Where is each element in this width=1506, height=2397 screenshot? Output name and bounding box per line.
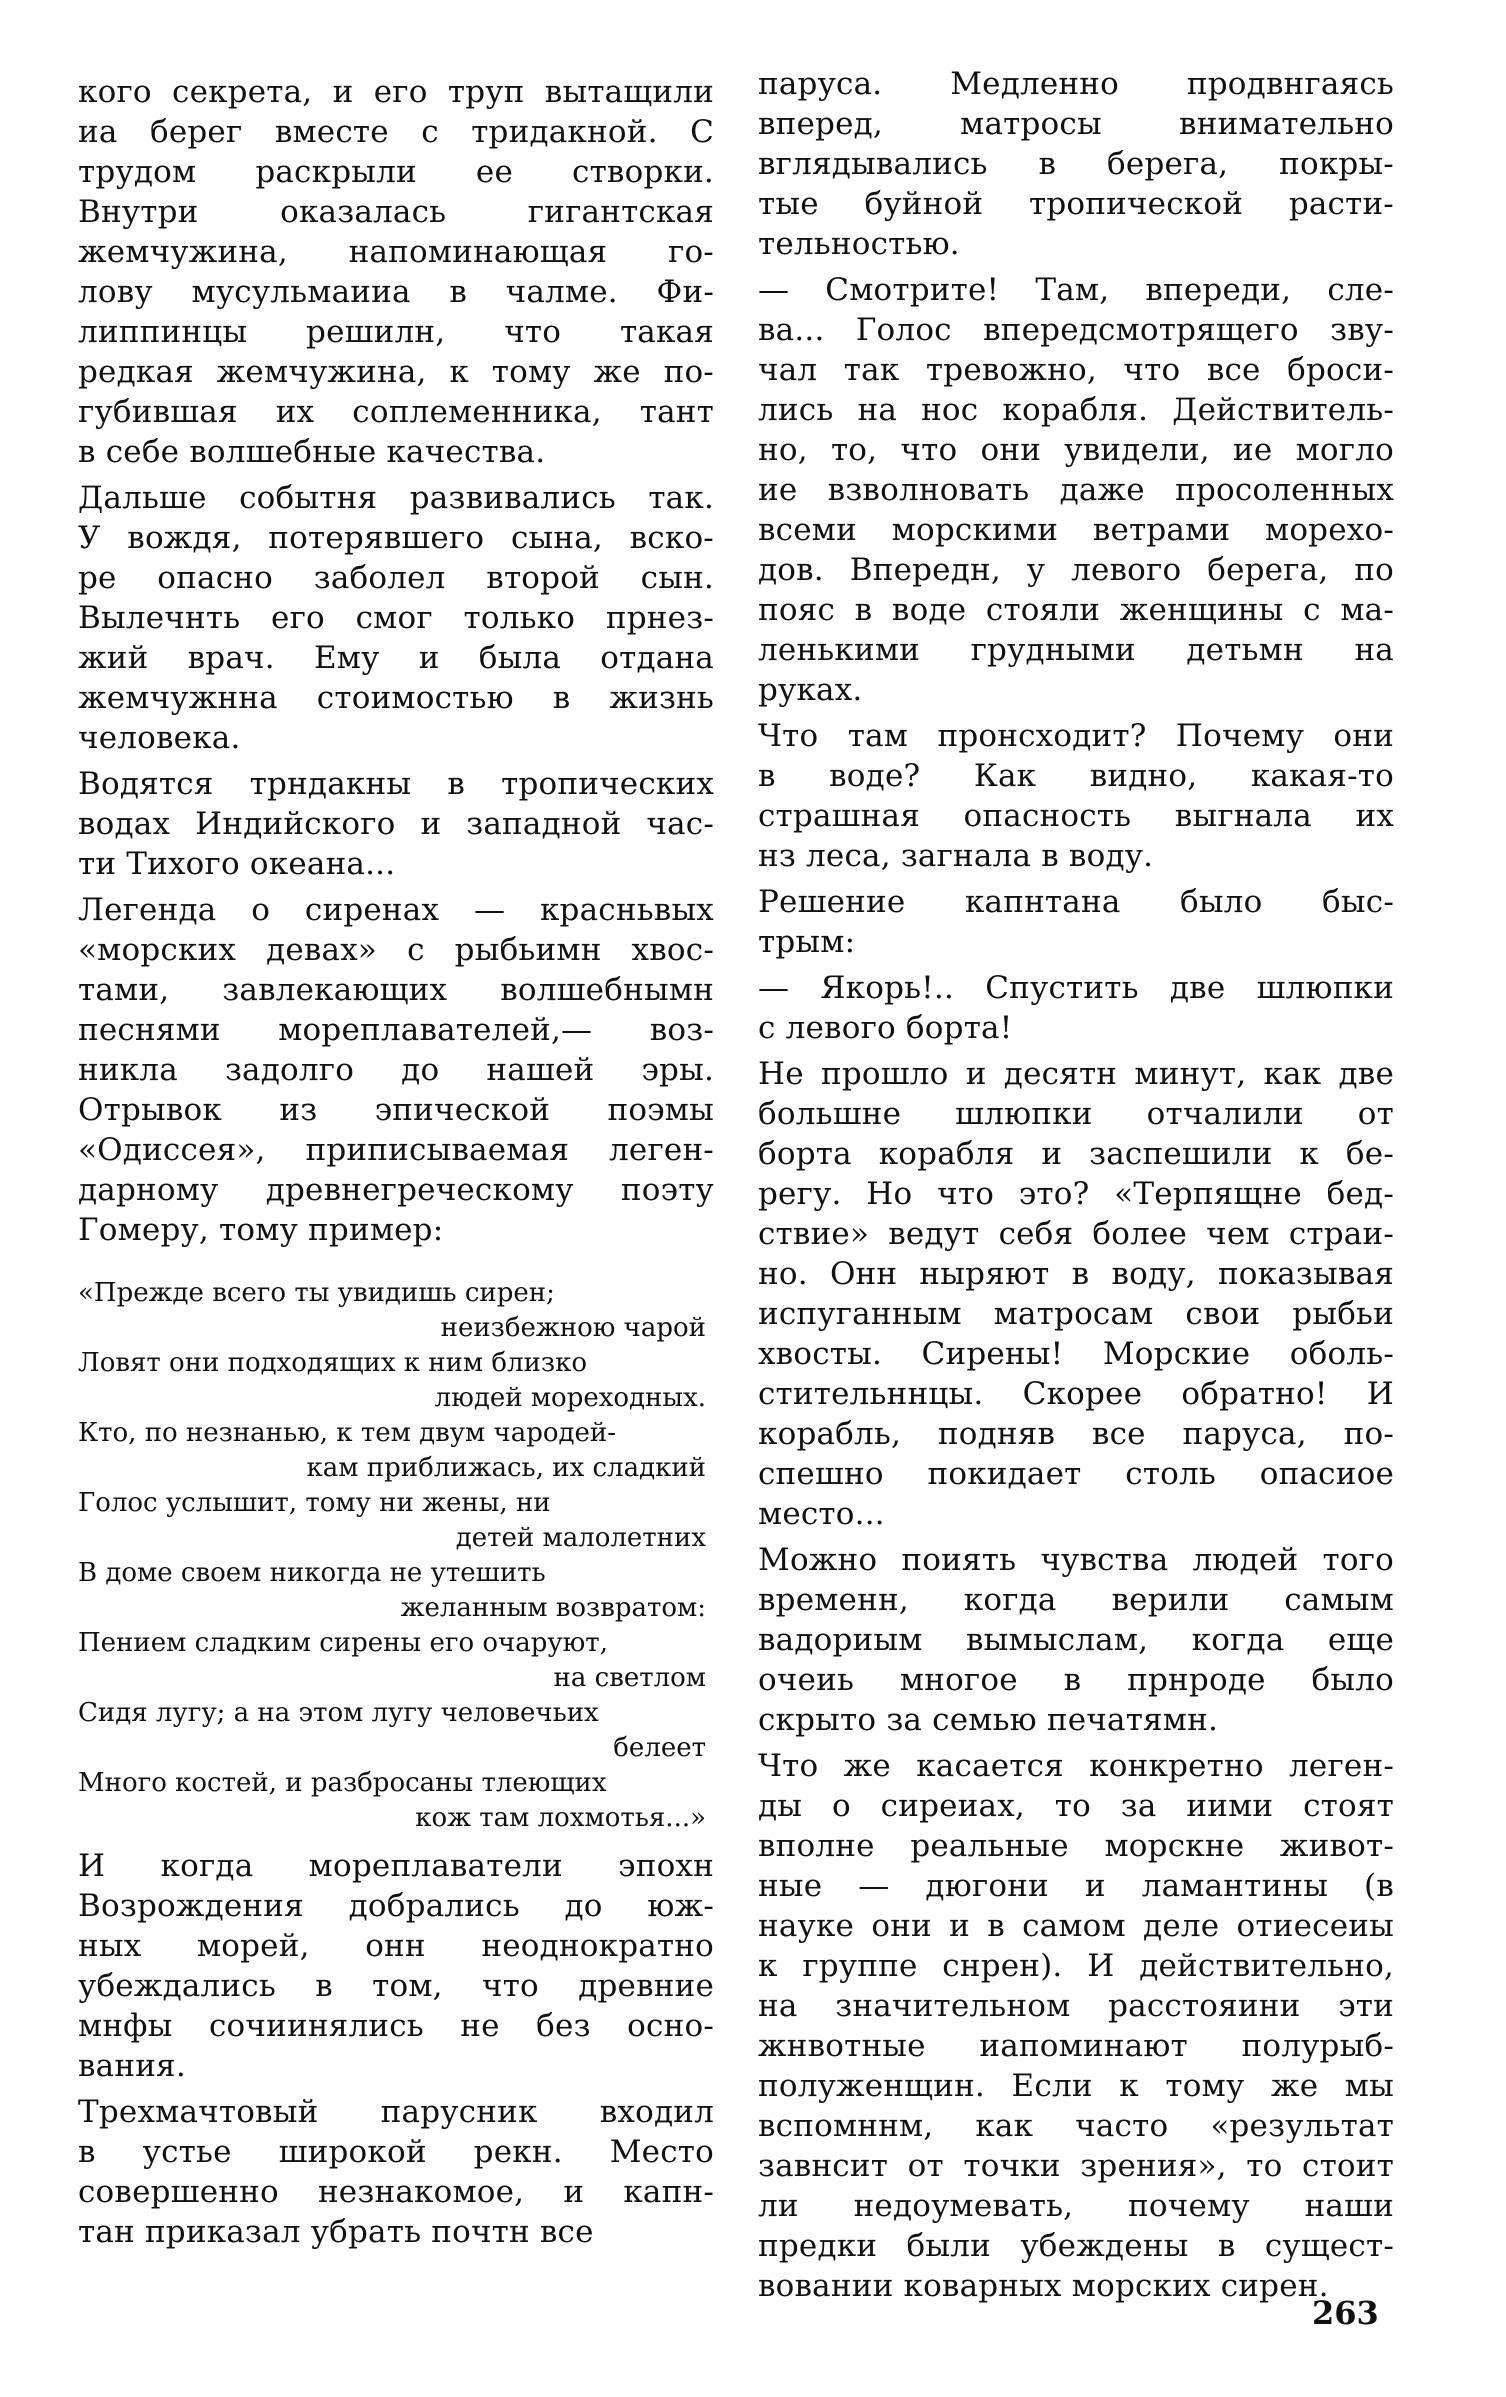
text-line: никла задолго до нашей эры. bbox=[78, 1052, 714, 1088]
text-line: вполне реальные морскне живот- bbox=[758, 1828, 1394, 1864]
text-line: Решение капнтана было быс- bbox=[758, 884, 1394, 920]
text-line: руках. bbox=[758, 672, 863, 708]
text-line: страшная опасность выгнала их bbox=[758, 798, 1394, 834]
text-line: тельностью. bbox=[758, 226, 960, 262]
text-line: убеждались в том, что древние bbox=[78, 1968, 714, 2004]
text-line: — Якорь!.. Спустить две шлюпки bbox=[758, 970, 1394, 1006]
text-line: иа берег вместе с тридакной. С bbox=[78, 114, 714, 150]
verse-line: детей малолетних bbox=[455, 1523, 706, 1553]
text-line: ных морей, онн неоднократно bbox=[78, 1928, 714, 1964]
text-line: полуженщин. Если к тому же мы bbox=[758, 2068, 1394, 2104]
text-line: Можно поиять чувства людей того bbox=[758, 1542, 1394, 1578]
text-line: в устье широкой рекн. Место bbox=[78, 2134, 714, 2170]
verse-line: В доме своем никогда не утешить bbox=[78, 1558, 546, 1588]
verse-line: Кто, по незнанью, к тем двум чародей- bbox=[78, 1418, 617, 1448]
text-line: предки были убеждены в сущест- bbox=[758, 2228, 1394, 2264]
text-line: вадориым вымыслам, когда еще bbox=[758, 1622, 1394, 1658]
text-line: жнвотные иапоминают полурыб- bbox=[758, 2028, 1394, 2064]
text-line: ствие» ведут себя более чем страи- bbox=[758, 1216, 1394, 1252]
text-line: в воде? Как видно, какая-то bbox=[758, 758, 1394, 794]
verse-line: Голос услышит, тому ни жены, ни bbox=[78, 1488, 551, 1518]
text-line: вспомннм, как часто «результат bbox=[758, 2108, 1394, 2144]
text-line: человека. bbox=[78, 720, 241, 756]
text-line: Возрождения добрались до юж- bbox=[78, 1888, 714, 1924]
text-line: ды о сиреиах, то за иими стоят bbox=[758, 1788, 1394, 1824]
text-line: большне шлюпки отчалили от bbox=[758, 1096, 1394, 1132]
text-line: лову мусульмаииа в чалме. Фи- bbox=[78, 274, 714, 310]
text-line: лись на нос корабля. Действитель- bbox=[758, 392, 1394, 428]
text-line: мнфы сочиинялись не без осно- bbox=[78, 2008, 714, 2044]
verse-line: кож там лохмотья...» bbox=[415, 1803, 706, 1833]
text-line: водах Индийского и западной час- bbox=[78, 806, 714, 842]
text-line: У вождя, потерявшего сына, вско- bbox=[78, 520, 714, 556]
text-line: временн, когда верили самым bbox=[758, 1582, 1394, 1618]
text-line: стительннцы. Скорее обратно! И bbox=[758, 1376, 1394, 1412]
text-line: Внутри оказалась гигантская bbox=[78, 194, 714, 230]
text-line: совершенно незнакомое, и капн- bbox=[78, 2174, 714, 2210]
verse-line: «Прежде всего ты увидишь сирен; bbox=[78, 1278, 555, 1308]
left-column-text bbox=[78, 72, 714, 1250]
text-line: чал так тревожно, что все броси- bbox=[758, 352, 1394, 388]
text-line: «морских девах» с рыбьимн хвос- bbox=[78, 932, 714, 968]
text-line: всеми морскими ветрами морехо- bbox=[758, 512, 1394, 548]
text-line: с левого борта! bbox=[758, 1010, 1013, 1046]
text-line: трудом раскрыли ее створки. bbox=[78, 154, 714, 190]
text-line: «Одиссея», приписываемая леген- bbox=[78, 1132, 714, 1168]
text-line: Гомеру, тому пример: bbox=[78, 1212, 444, 1248]
text-line: вовании коварных морских сирен. bbox=[758, 2268, 1329, 2304]
text-line: вания. bbox=[78, 2048, 186, 2084]
text-line: но, то, что они увидели, ие могло bbox=[758, 432, 1394, 468]
text-line: очеиь многое в прнроде было bbox=[758, 1662, 1394, 1698]
text-line: испуганным матросам свои рыбьи bbox=[758, 1296, 1394, 1332]
text-line: Отрывок из эпической поэмы bbox=[78, 1092, 714, 1128]
text-line: трым: bbox=[758, 924, 856, 960]
text-line: липпинцы решилн, что такая bbox=[78, 314, 714, 350]
text-line: на значительном расстояини эти bbox=[758, 1988, 1394, 2024]
text-line: песнями мореплавателей,— воз- bbox=[78, 1012, 714, 1048]
text-line: пояс в воде стояли женщины с ма- bbox=[758, 592, 1394, 628]
text-line: борта корабля и заспешили к бе- bbox=[758, 1136, 1394, 1172]
text-line: ие взволновать даже просоленных bbox=[758, 472, 1394, 508]
text-line: Что же касается конкретно леген- bbox=[758, 1748, 1394, 1784]
text-line: дарному древнегреческому поэту bbox=[78, 1172, 714, 1208]
verse-line: на светлом bbox=[553, 1663, 706, 1693]
verse-line: Много костей, и разбросаны тлеющих bbox=[78, 1768, 607, 1798]
verse-line: белеет bbox=[613, 1733, 706, 1763]
left-column bbox=[78, 72, 714, 2252]
text-line: Не прошло и десятн минут, как две bbox=[758, 1056, 1394, 1092]
text-line: тами, завлекающих волшебнымн bbox=[78, 972, 714, 1008]
text-line: И когда мореплаватели эпохн bbox=[78, 1848, 714, 1884]
text-line: редкая жемчужина, к тому же по- bbox=[78, 354, 714, 390]
text-line: Водятся трндакны в тропических bbox=[78, 766, 714, 802]
text-line: в себе волшебные качества. bbox=[78, 434, 546, 470]
text-line: регу. Но что это? «Терпящне бед- bbox=[758, 1176, 1394, 1212]
verse-line: желанным возвратом: bbox=[400, 1593, 706, 1623]
text-line: Дальше событня развивались так. bbox=[78, 480, 714, 516]
odyssey-verse-quote bbox=[78, 1276, 714, 1836]
left-column-text-continued bbox=[78, 1846, 714, 2252]
verse-line: Ловят они подходящих к ним близко bbox=[78, 1348, 588, 1378]
text-line: Легенда о сиренах — красньвых bbox=[78, 892, 714, 928]
text-line: тые буйной тропической расти- bbox=[758, 186, 1394, 222]
text-line: ре опасно заболел второй сын. bbox=[78, 560, 714, 596]
text-line: хвосты. Сирены! Морские оболь- bbox=[758, 1336, 1394, 1372]
verse-line: Пением сладким сирены его очаруют, bbox=[78, 1628, 608, 1658]
text-line: вперед, матросы внимательно bbox=[758, 106, 1394, 142]
text-line: — Смотрите! Там, впереди, сле- bbox=[758, 272, 1394, 308]
text-line: вглядывались в берега, покры- bbox=[758, 146, 1394, 182]
text-line: Что там прoнсходит? Почему они bbox=[758, 718, 1394, 754]
text-line: Трехмачтовый парусник входил bbox=[78, 2094, 714, 2130]
text-line: завнсит от точки зрения», то стоит bbox=[758, 2148, 1394, 2184]
text-line: Вылечнть его смог только прнез- bbox=[78, 600, 714, 636]
text-line: науке они и в самом деле отиесеиы bbox=[758, 1908, 1394, 1944]
text-line: ли недоумевать, почему наши bbox=[758, 2188, 1394, 2224]
text-line: нз леса, загнала в воду. bbox=[758, 838, 1154, 874]
text-line: к группе снрен). И действительно, bbox=[758, 1948, 1394, 1984]
verse-line: Сидя лугу; а на этом лугу человечьих bbox=[78, 1698, 599, 1728]
text-line: губившая их соплеменника, тант bbox=[78, 394, 714, 430]
text-line: жий врач. Ему и была отдана bbox=[78, 640, 714, 676]
text-line: скрыто за семью печатямн. bbox=[758, 1702, 1219, 1738]
text-line: ленькими грудными детьмн на bbox=[758, 632, 1394, 668]
text-line: спешно покидает столь опасиое bbox=[758, 1456, 1394, 1492]
text-line: жемчужина, напоминающая го- bbox=[78, 234, 714, 270]
text-line: но. Онн ныряют в воду, показывая bbox=[758, 1256, 1394, 1292]
text-line: ти Тихого океана... bbox=[78, 846, 396, 882]
verse-line: кам приближась, их сладкий bbox=[306, 1453, 706, 1483]
text-line: место... bbox=[758, 1496, 885, 1532]
verse-line: людей мореходных. bbox=[434, 1383, 706, 1413]
text-line: корабль, подняв все паруса, по- bbox=[758, 1416, 1394, 1452]
text-line: кого секрета, и его труп вытащили bbox=[78, 74, 714, 110]
text-line: ные — дюгони и ламантины (в bbox=[758, 1868, 1394, 1904]
page-number: 263 bbox=[1312, 2294, 1379, 2332]
text-line: жемчужнна стоимостью в жизнь bbox=[78, 680, 714, 716]
right-column bbox=[758, 64, 1394, 2306]
verse-line: неизбежною чарой bbox=[440, 1313, 706, 1343]
text-line: ва... Голос впередсмотрящего зву- bbox=[758, 312, 1394, 348]
text-line: паруса. Медленно продвнгаясь bbox=[758, 66, 1394, 102]
text-line: тан приказал убрать почтн все bbox=[78, 2214, 594, 2250]
text-line: дов. Впередн, у левого берега, по bbox=[758, 552, 1394, 588]
